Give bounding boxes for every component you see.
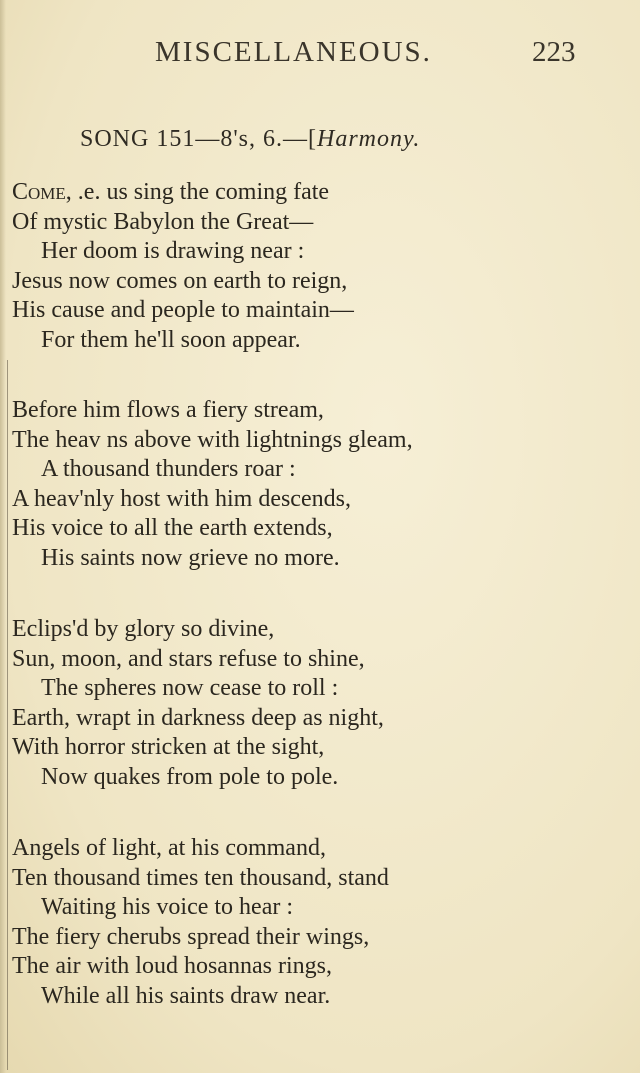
verse-line: Now quakes from pole to pole. <box>41 763 339 790</box>
verse-line: A heav'nly host with him descends, <box>12 485 351 512</box>
stanza-1 <box>12 178 632 355</box>
verse-line: Before him flows a fiery stream, <box>12 397 324 423</box>
song-heading <box>80 126 420 153</box>
verse-line: The air with loud hosannas rings, <box>12 953 332 979</box>
page-edge-shadow <box>0 0 6 1073</box>
verse-line: His cause and people to maintain— <box>12 297 354 323</box>
verse-line: Ten thousand times ten thousand, stand <box>12 864 389 891</box>
verse-line: Sun, moon, and stars refuse to shine, <box>12 645 365 672</box>
verse-line: Eclips'd by glory so divine, <box>12 616 275 642</box>
tune-name: Harmony. <box>317 126 421 152</box>
page-header <box>0 36 640 76</box>
verse-line: The fiery cherubs spread their wings, <box>12 923 370 950</box>
running-title: MISCELLANEOUS. <box>155 36 432 68</box>
verse-line: Waiting his voice to hear : <box>41 894 293 920</box>
page-number: 223 <box>532 36 576 68</box>
first-word: Come, <box>12 179 72 205</box>
verse-line: Angels of light, at his command, <box>12 835 326 861</box>
verse-line: The spheres now cease to roll : <box>41 675 339 701</box>
verse-line: A thousand thunders roar : <box>41 456 296 482</box>
verse-line: His saints now grieve no more. <box>41 544 340 571</box>
verse-line: With horror stricken at the sight, <box>12 734 325 760</box>
stanza-2 <box>12 396 632 573</box>
verse-line: The heav ns above with lightnings gleam, <box>12 426 413 453</box>
verse-line: Jesus now comes on earth to reign, <box>12 267 348 294</box>
song-meter: —8's, 6.—[ <box>195 126 317 152</box>
verse-line: Earth, wrapt in darkness deep as night, <box>12 704 384 731</box>
stanza-3 <box>12 615 632 792</box>
verse-line: His voice to all the earth extends, <box>12 515 333 541</box>
song-number: SONG 151 <box>80 126 196 152</box>
gutter-rule <box>7 360 8 1070</box>
verse-line: While all his saints draw near. <box>41 982 331 1009</box>
verse-line: Come, .e. us sing the coming fate <box>12 179 330 205</box>
verse-line: Her doom is drawing near : <box>41 238 305 264</box>
verse-line: For them he'll soon appear. <box>41 326 301 353</box>
verse-line: Of mystic Babylon the Great— <box>12 208 314 235</box>
stanza-4 <box>12 834 632 1011</box>
